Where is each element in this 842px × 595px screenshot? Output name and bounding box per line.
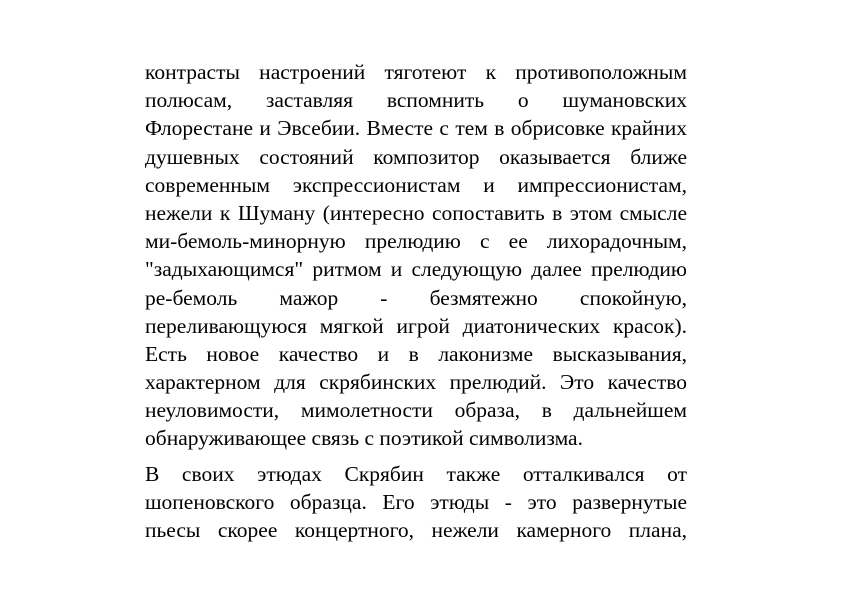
text-line: Есть новое качество и в лаконизме высказывания,	[145, 341, 687, 366]
text-line: В своих этюдах Скрябин также отталкивался от	[145, 461, 687, 486]
text-line: ми-бемоль-минорную прелюдию с ее лихорадочным,	[145, 229, 687, 254]
text-line: переливающуюся мягкой игрой диатонических красок).	[145, 313, 687, 338]
text-line: нежели к Шуману (интересно сопоставить в этом смысле	[145, 200, 687, 225]
text-line: обнаруживающее связь с поэтикой символизма.	[145, 426, 583, 451]
document-body	[145, 58, 687, 544]
text-line: ре-бемоль мажор - безмятежно спокойную,	[145, 285, 687, 310]
paragraph	[145, 58, 687, 453]
text-line: шопеновского образца. Его этюды - это развернутые	[145, 489, 687, 514]
text-line: современным экспрессионистам и импрессионистам,	[145, 172, 687, 197]
paragraph-spacer	[145, 453, 687, 460]
text-line: "задыхающимся" ритмом и следующую далее прелюдию	[145, 257, 687, 282]
text-line: полюсам, заставляя вспомнить о шумановских	[145, 88, 687, 113]
text-line: пьесы скорее концертного, нежели камерного плана,	[145, 518, 687, 542]
text-line: душевных состояний композитор оказывается ближе	[145, 144, 687, 169]
text-line: неуловимости, мимолетности образа, в дальнейшем	[145, 398, 687, 423]
text-line: контрасты настроений тяготеют к противоположным	[145, 60, 687, 84]
text-line: Флорестане и Эвсебии. Вместе с тем в обрисовке крайних	[145, 116, 687, 141]
paragraph	[145, 460, 687, 545]
text-line: характерном для скрябинских прелюдий. Это качество	[145, 370, 687, 395]
